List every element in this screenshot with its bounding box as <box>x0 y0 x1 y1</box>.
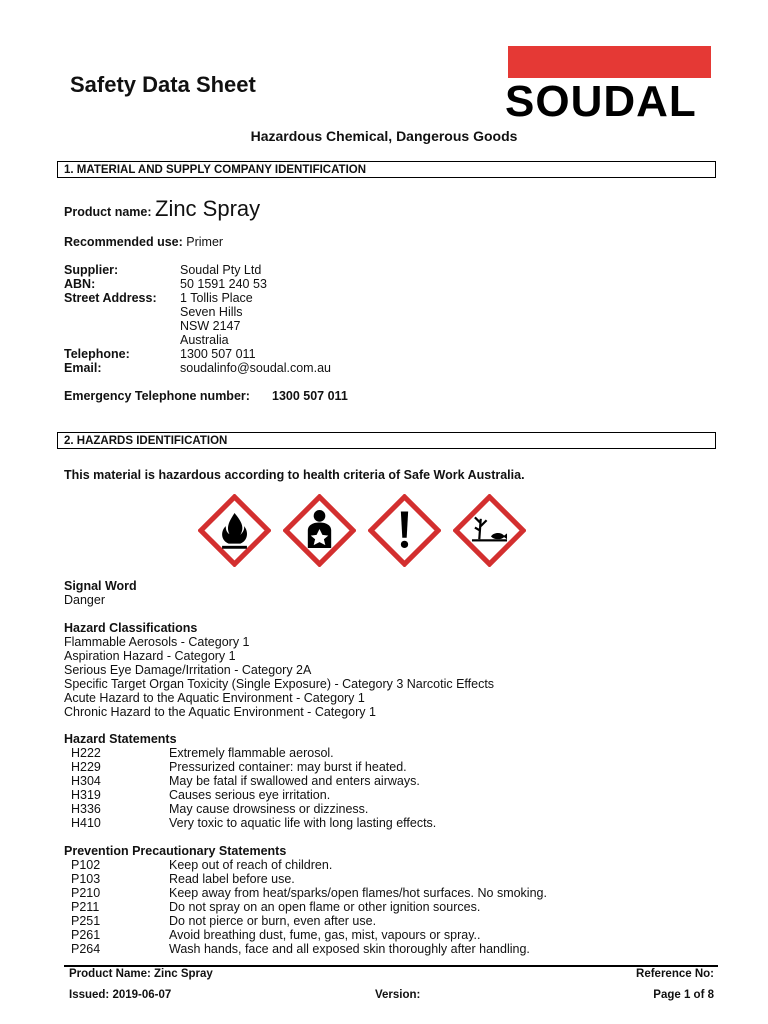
prevention-statement-text: Read label before use. <box>169 872 295 886</box>
hazard-statement-text: Very toxic to aquatic life with long lasting effects. <box>169 816 437 830</box>
hazard-statement-text: May cause drowsiness or dizziness. <box>169 802 369 816</box>
exclamation-pictogram-icon <box>368 494 441 567</box>
hazard-statement-text: Causes serious eye irritation. <box>169 788 331 802</box>
address-line: Seven Hills <box>180 305 243 319</box>
hazard-statement-code: H229 <box>71 760 101 774</box>
document-title: Safety Data Sheet <box>70 72 256 97</box>
hazard-classification-item: Chronic Hazard to the Aquatic Environment - Category 1 <box>64 705 376 719</box>
footer-issued-date: Issued: 2019-06-07 <box>69 989 172 1001</box>
street-address-label: Street Address: <box>64 291 157 305</box>
prevention-statement-code: P210 <box>71 886 101 900</box>
prevention-statement-text: Keep away from heat/sparks/open flames/hot surfaces. No smoking. <box>169 886 547 900</box>
hazard-classification-item: Serious Eye Damage/Irritation - Category 2A <box>64 663 312 677</box>
document-subtitle: Hazardous Chemical, Dangerous Goods <box>250 128 518 144</box>
signal-word-label: Signal Word <box>64 579 137 593</box>
address-line: 1 Tollis Place <box>180 291 253 305</box>
brand-logo: SOUDAL <box>505 77 697 126</box>
prevention-statement-text: Keep out of reach of children. <box>169 858 333 872</box>
prevention-statement-text: Wash hands, face and all exposed skin thoroughly after handling. <box>169 942 530 956</box>
prevention-statement-code: P251 <box>71 914 101 928</box>
email-label: Email: <box>64 361 102 375</box>
hazard-statement-code: H319 <box>71 788 101 802</box>
flame-pictogram-icon <box>198 494 271 567</box>
hazard-statement-text: Pressurized container: may burst if heated. <box>169 760 407 774</box>
hazard-classification-item: Acute Hazard to the Aquatic Environment - Category 1 <box>64 691 365 705</box>
abn-value: 50 1591 240 53 <box>180 277 267 291</box>
email-value: soudalinfo@soudal.com.au <box>180 361 331 375</box>
product-name-row <box>64 196 260 222</box>
hazard-classification-item: Aspiration Hazard - Category 1 <box>64 649 236 663</box>
section-2-heading: 2. HAZARDS IDENTIFICATION <box>57 432 716 449</box>
prevention-statements-label: Prevention Precautionary Statements <box>64 844 287 858</box>
hazard-statement-code: H410 <box>71 816 101 830</box>
prevention-statement-text: Do not spray on an open flame or other ignition sources. <box>169 900 481 914</box>
prevention-statement-code: P264 <box>71 942 101 956</box>
hazard-classification-item: Flammable Aerosols - Category 1 <box>64 635 250 649</box>
address-line: Australia <box>180 333 229 347</box>
hazard-statements-label: Hazard Statements <box>64 732 177 746</box>
emergency-telephone-value: 1300 507 011 <box>272 389 348 403</box>
hazard-statement-code: H336 <box>71 802 101 816</box>
hazard-statement-text: Extremely flammable aerosol. <box>169 746 334 760</box>
recommended-use-label: Recommended use: <box>64 235 183 249</box>
emergency-telephone-label: Emergency Telephone number: <box>64 389 250 403</box>
product-name-label: Product name: <box>64 205 152 219</box>
prevention-statement-code: P261 <box>71 928 101 942</box>
hazard-intro: This material is hazardous according to health criteria of Safe Work Australia. <box>64 468 525 482</box>
prevention-statement-code: P211 <box>71 900 100 914</box>
prevention-statement-text: Do not pierce or burn, even after use. <box>169 914 377 928</box>
prevention-statement-text: Avoid breathing dust, fume, gas, mist, vapours or spray.. <box>169 928 481 942</box>
footer-reference: Reference No: <box>636 968 714 980</box>
footer-product-name: Product Name: Zinc Spray <box>69 968 213 980</box>
hazard-classifications-label: Hazard Classifications <box>64 621 198 635</box>
footer-version: Version: <box>375 989 421 1001</box>
prevention-statement-code: P102 <box>71 858 101 872</box>
supplier-label: Supplier: <box>64 263 119 277</box>
hazard-classification-item: Specific Target Organ Toxicity (Single Exposure) - Category 3 Narcotic Effects <box>64 677 495 691</box>
recommended-use-value: Primer <box>186 235 224 249</box>
section-1-heading: 1. MATERIAL AND SUPPLY COMPANY IDENTIFICATION <box>57 161 716 178</box>
telephone-value: 1300 507 011 <box>180 347 256 361</box>
prevention-statement-code: P103 <box>71 872 101 886</box>
abn-label: ABN: <box>64 277 96 291</box>
supplier-value: Soudal Pty Ltd <box>180 263 262 277</box>
ghs-pictograms <box>198 494 526 567</box>
hazard-statement-code: H222 <box>71 746 101 760</box>
footer-page-number: Page 1 of 8 <box>653 989 714 1001</box>
address-line: NSW 2147 <box>180 319 241 333</box>
recommended-use-row <box>64 235 223 249</box>
hazard-statement-text: May be fatal if swallowed and enters airways. <box>169 774 420 788</box>
brand-logo-bar <box>508 46 711 78</box>
health-hazard-pictogram-icon <box>283 494 356 567</box>
signal-word-value: Danger <box>64 593 105 607</box>
hazard-statement-code: H304 <box>71 774 101 788</box>
environment-pictogram-icon <box>453 494 526 567</box>
product-name-value: Zinc Spray <box>155 196 261 221</box>
telephone-label: Telephone: <box>64 347 130 361</box>
